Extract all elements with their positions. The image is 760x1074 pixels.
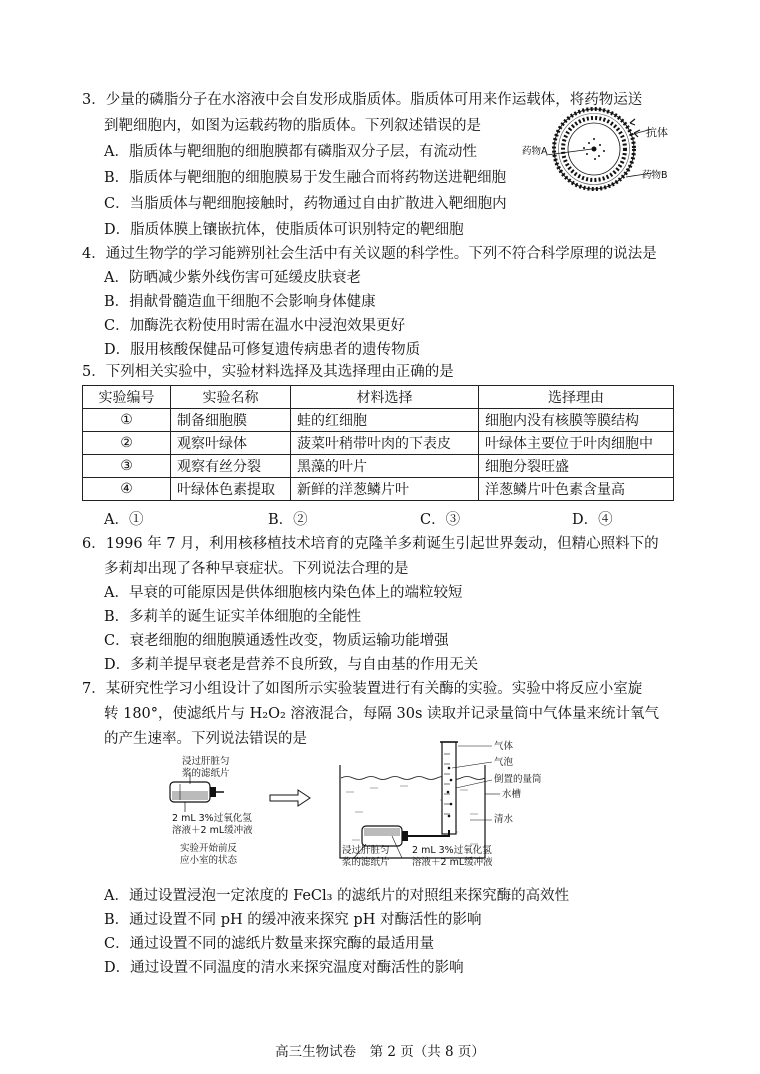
table-cell: ④: [83, 478, 171, 501]
right-paper-label-1: 浸过肝脏匀: [342, 845, 390, 856]
q7-stem-line2: 转 180°，使滤纸片与 H₂O₂ 溶液混合，每隔 30s 读取并记录量筒中气体量来统计氧气: [104, 706, 660, 722]
table-header-row: [83, 386, 674, 409]
q7-stem-line3: 的产生速率。下列说法错误的是: [104, 731, 307, 747]
q5-option-a: A．①: [104, 512, 144, 528]
cylinder-label: 倒置的量筒: [494, 774, 542, 785]
table-cell: 叶绿体色素提取: [171, 478, 291, 501]
q7-stem-line1: 7．某研究性学习小组设计了如图所示实验装置进行有关酶的实验。实验中将反应小室旋: [82, 681, 643, 697]
drug-a-label: 药物A: [522, 146, 548, 157]
table-row: [83, 432, 674, 455]
left-paper-label-2: 浆的滤纸片: [182, 768, 230, 779]
table-cell: 菠菜叶稍带叶肉的下表皮: [291, 432, 479, 455]
q6-option-a: A．早衰的可能原因是供体细胞核内染色体上的端粒较短: [104, 585, 463, 601]
table-cell: 观察叶绿体: [171, 432, 291, 455]
left-solution-label-1: 2 mL 3%过氧化氢: [172, 813, 252, 824]
table-cell: 叶绿体主要位于叶肉细胞中: [479, 432, 674, 455]
water-label: 清水: [494, 814, 514, 825]
table-cell: 黑藻的叶片: [291, 455, 479, 478]
q7-option-a: A．通过设置浸泡一定浓度的 FeCl₃ 的滤纸片的对照组来探究酶的高效性: [104, 888, 570, 904]
table-row: [83, 478, 674, 501]
left-paper-label-1: 浸过肝脏匀: [182, 756, 230, 767]
q4-option-b: B．捐献骨髓造血干细胞不会影响身体健康: [104, 294, 376, 310]
q5-option-b: B．②: [268, 512, 308, 528]
table-row: [83, 455, 674, 478]
table-row: [83, 409, 674, 432]
q7-option-c: C．通过设置不同的滤纸片数量来探究酶的最适用量: [104, 936, 435, 952]
q5-option-c: C．③: [420, 512, 461, 528]
q7-option-b: B．通过设置不同 pH 的缓冲液来探究 pH 对酶活性的影响: [104, 912, 482, 928]
q6-option-d: D．多莉羊提早衰老是营养不良所致，与自由基的作用无关: [104, 657, 479, 673]
antibody-label: 抗体: [646, 126, 668, 139]
q4-stem: 4．通过生物学的学习能辨别社会生活中有关议题的科学性。下列不符合科学原理的说法是: [82, 246, 657, 262]
left-solution-label-2: 溶液＋2 mL缓冲液: [172, 825, 253, 836]
left-caption-1: 实验开始前反: [180, 843, 238, 854]
bubble-label: 气泡: [494, 757, 514, 768]
inverted-cylinder: [440, 742, 458, 834]
experiment-table: [82, 385, 674, 501]
table-cell: 细胞分裂旺盛: [479, 455, 674, 478]
right-solution-label-2: 溶液＋2 mL缓冲液: [412, 857, 493, 868]
q3-option-c: C．当脂质体与靶细胞接触时，药物通过自由扩散进入靶细胞内: [104, 196, 507, 212]
table-cell: ③: [83, 455, 171, 478]
q3-option-b: B．脂质体与靶细胞的细胞膜易于发生融合而将药物送进靶细胞: [104, 170, 507, 186]
q6-stem-line2: 多莉却出现了各种早衰症状。下列说法合理的是: [104, 561, 409, 577]
page-footer: 高三生物试卷 第 2 页（共 8 页）: [275, 1044, 485, 1060]
left-caption-2: 应小室的状态: [180, 855, 238, 866]
q6-stem-line1: 6．1996 年 7 月，利用核移植技术培育的克隆羊多莉诞生引起世界轰动，但精心照料下的: [82, 536, 659, 552]
table-header-cell: 实验编号: [83, 386, 171, 409]
table-cell: 新鲜的洋葱鳞片叶: [291, 478, 479, 501]
q5-option-d: D．④: [572, 512, 613, 528]
q6-option-c: C．衰老细胞的细胞膜通透性改变，物质运输功能增强: [104, 633, 449, 649]
right-solution-label-1: 2 mL 3%过氧化氢: [412, 845, 492, 856]
q4-option-c: C．加酶洗衣粉使用时需在温水中浸泡效果更好: [104, 318, 406, 334]
table-cell: 蛙的红细胞: [291, 409, 479, 432]
table-header-cell: 选择理由: [479, 386, 674, 409]
table-cell: ①: [83, 409, 171, 432]
q3-stem-line2: 到靶细胞内，如图为运载药物的脂质体。下列叙述错误的是: [104, 118, 481, 134]
q6-option-b: B．多莉羊的诞生证实羊体细胞的全能性: [104, 609, 362, 625]
right-paper-label-2: 浆的滤纸片: [342, 857, 390, 868]
q7-option-d: D．通过设置不同温度的清水来探究温度对酶活性的影响: [104, 960, 464, 976]
q3-option-d: D．脂质体膜上镶嵌抗体，使脂质体可识别特定的靶细胞: [104, 222, 464, 238]
q3-option-a: A．脂质体与靶细胞的细胞膜都有磷脂双分子层，有流动性: [104, 144, 477, 160]
table-header-cell: 材料选择: [291, 386, 479, 409]
q5-stem: 5．下列相关实验中，实验材料选择及其选择理由正确的是: [82, 364, 454, 380]
gas-label: 气体: [494, 741, 514, 752]
drug-b-label: 药物B: [642, 170, 668, 181]
q4-option-d: D．服用核酸保健品可修复遗传病患者的遗传物质: [104, 342, 421, 358]
q4-option-a: A．防晒减少紫外线伤害可延缓皮肤衰老: [104, 270, 361, 286]
arrow-icon: [270, 790, 310, 806]
table-cell: 细胞内没有核膜等膜结构: [479, 409, 674, 432]
table-cell: 观察有丝分裂: [171, 455, 291, 478]
table-cell: ②: [83, 432, 171, 455]
table-header-cell: 实验名称: [171, 386, 291, 409]
table-cell: 制备细胞膜: [171, 409, 291, 432]
table-cell: 洋葱鳞片叶色素含量高: [479, 478, 674, 501]
reaction-chamber-right: [362, 826, 408, 846]
tank-label: 水槽: [502, 789, 522, 800]
q3-stem-line1: 3．少量的磷脂分子在水溶液中会自发形成脂质体。脂质体可用来作运载体，将药物运送: [82, 92, 643, 108]
